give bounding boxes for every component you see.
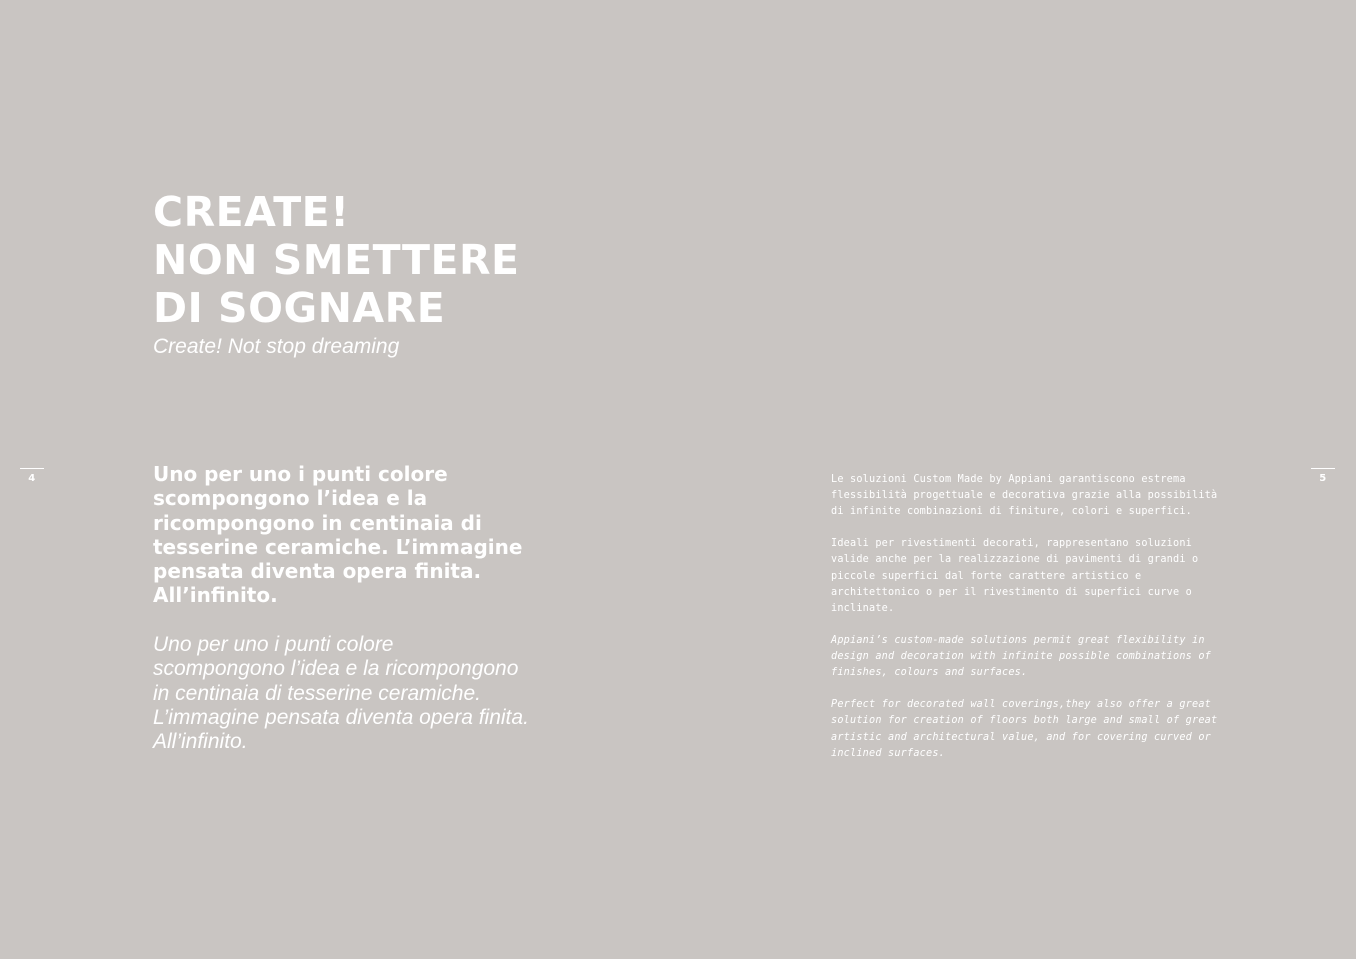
body-text-column [831, 472, 1231, 778]
page-number-left-label: 4 [28, 473, 36, 484]
page-number-right-label: 5 [1319, 473, 1327, 484]
headline-line-2: NON SMETTERE [153, 236, 520, 284]
headline-block [153, 188, 520, 360]
body-paragraph-3: Appiani’s custom-made solutions permit great flexibility in design and decoration with infinite possible combinations of finishes, colours and surfaces. [831, 634, 1212, 679]
headline-subtitle: Create! Not stop dreaming [153, 335, 400, 358]
page-number-rule [20, 468, 44, 469]
body-paragraph-4: Perfect for decorated wall coverings,they also offer a great solution for creation of floors both large and small of great artistic and architectural value, and for covering curved or inclined surfaces. [831, 699, 1218, 759]
body-paragraph-1: Le soluzioni Custom Made by Appiani garantiscono estrema flessibilità progettuale e decorativa grazie alla possibilità di infinite combinazioni di finiture, colori e superfici. [831, 474, 1218, 518]
intro-paragraph-bold: Uno per uno i punti colore scompongono l’idea e la ricompongono in centinaia di tesserine ceramiche. L’immagine pensata diventa opera finita. All’infinito. [153, 462, 523, 608]
page-number-rule [1311, 468, 1335, 469]
headline-line-1: CREATE! [153, 188, 350, 236]
body-paragraph-2: Ideali per rivestimenti decorati, rappresentano soluzioni valide anche per la realizzazione di pavimenti di grandi o piccole superfici dal forte carattere artistico e architettonico o per il rivestimento di superfici curve o inclinate. [831, 538, 1199, 614]
page-number-right [1311, 468, 1335, 484]
headline-line-3: DI SOGNARE [153, 284, 446, 332]
page-number-left [20, 468, 44, 484]
intro-paragraph-italic: Uno per uno i punti colore scompongono l’idea e la ricompongono in centinaia di tesserine ceramiche. L’immagine pensata diventa opera finita. All’infinito. [153, 633, 529, 754]
